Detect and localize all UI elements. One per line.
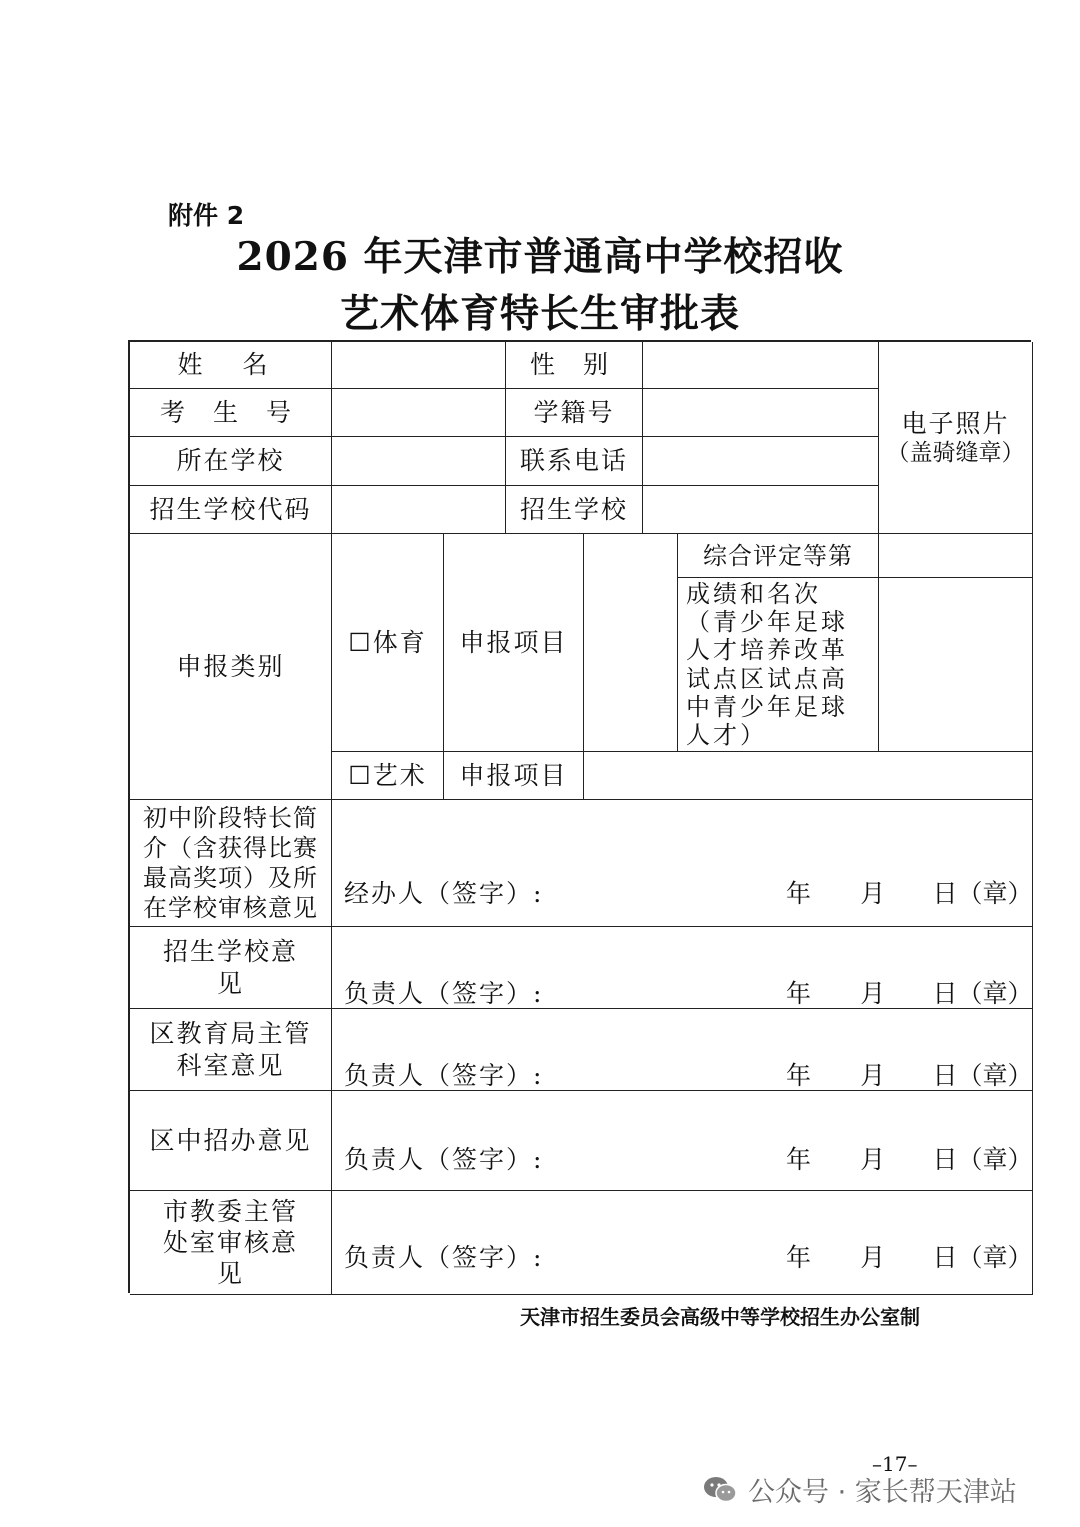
leader-signature-1: 负责人（签字）: [344, 979, 544, 1008]
field-gender[interactable] [643, 342, 879, 389]
leader-signature-2: 负责人（签字）: [344, 1061, 544, 1090]
field-admission-school[interactable] [643, 486, 879, 534]
day-seal-label: 日（章） [932, 979, 1033, 1008]
checkbox-sports[interactable]: ☐体育 [332, 534, 444, 752]
field-project-arts[interactable] [584, 752, 1033, 800]
month-label: 月 [860, 879, 886, 908]
date-district-office [786, 1138, 1031, 1178]
day-seal-label: 日（章） [932, 1061, 1033, 1090]
field-student-id[interactable] [643, 389, 879, 437]
label-intro: 初中阶段特长简介（含获得比赛最高奖项）及所在学校审核意见 [130, 800, 332, 927]
page-number: –17– [872, 1452, 918, 1476]
month-label: 月 [860, 1243, 886, 1272]
year-label: 年 [786, 879, 812, 908]
day-seal-label: 日（章） [932, 879, 1033, 908]
year-label: 年 [786, 979, 812, 1008]
label-category: 申报类别 [130, 534, 332, 800]
leader-signature-4: 负责人（签字）: [344, 1243, 544, 1272]
page-title-line2: 艺术体育特长生审批表 [339, 291, 740, 337]
label-district-office: 区中招办意见 [130, 1091, 332, 1191]
field-name[interactable] [332, 342, 506, 389]
date-district-bureau [786, 1054, 1031, 1094]
field-score[interactable] [879, 578, 1033, 752]
year-label: 年 [786, 1145, 812, 1174]
checkbox-arts[interactable]: ☐艺术 [332, 752, 444, 800]
day-seal-label: 日（章） [932, 1145, 1033, 1174]
label-name: 姓 名 [130, 342, 332, 389]
label-admission-school: 招生学校 [506, 486, 643, 534]
label-rank: 综合评定等第 [678, 534, 879, 578]
photo-seal-note: （盖骑缝章） [886, 439, 1025, 466]
month-label: 月 [860, 1145, 886, 1174]
label-city-committee: 市教委主管处室审核意见 [130, 1191, 332, 1295]
field-exam-no[interactable] [332, 389, 506, 437]
label-school: 所在学校 [130, 437, 332, 486]
photo-label: 电子照片 [901, 408, 1010, 438]
field-admission-code[interactable] [332, 486, 506, 534]
leader-signature-3: 负责人（签字）: [344, 1145, 544, 1174]
page-title-line1: 2026 年天津市普通高中学校招收 [236, 234, 844, 280]
label-district-bureau: 区教育局主管科室意见 [130, 1009, 332, 1091]
date-intro [786, 872, 1031, 912]
label-student-id: 学籍号 [506, 389, 643, 437]
date-city-committee [786, 1236, 1031, 1276]
label-project-arts: 申报项目 [444, 752, 584, 800]
label-admission-opinion: 招生学校意见 [130, 927, 332, 1009]
watermark [702, 1470, 1017, 1509]
label-exam-no: 考 生 号 [130, 389, 332, 437]
attachment-label: 附件 2 [168, 201, 245, 230]
approval-form-table [128, 340, 1031, 1293]
issuer-footer: 天津市招生委员会高级中等学校招生办公室制 [520, 1305, 920, 1329]
field-project-sports[interactable] [584, 534, 678, 752]
label-admission-code: 招生学校代码 [130, 486, 332, 534]
label-gender: 性 别 [506, 342, 643, 389]
handler-signature: 经办人（签字）: [344, 879, 544, 908]
wechat-icon [702, 1475, 738, 1505]
year-label: 年 [786, 1243, 812, 1272]
year-label: 年 [786, 1061, 812, 1090]
photo-box[interactable] [879, 342, 1033, 534]
field-school[interactable] [332, 437, 506, 486]
label-phone: 联系电话 [506, 437, 643, 486]
month-label: 月 [860, 1061, 886, 1090]
date-admission [786, 972, 1031, 1012]
label-project-sports: 申报项目 [444, 534, 584, 752]
month-label: 月 [860, 979, 886, 1008]
day-seal-label: 日（章） [932, 1243, 1033, 1272]
watermark-text: 公众号 · 家长帮天津站 [748, 1477, 1017, 1508]
label-score: 成绩和名次（青少年足球人才培养改革试点区试点高中青少年足球人才） [678, 578, 879, 752]
field-phone[interactable] [643, 437, 879, 486]
field-rank[interactable] [879, 534, 1033, 578]
